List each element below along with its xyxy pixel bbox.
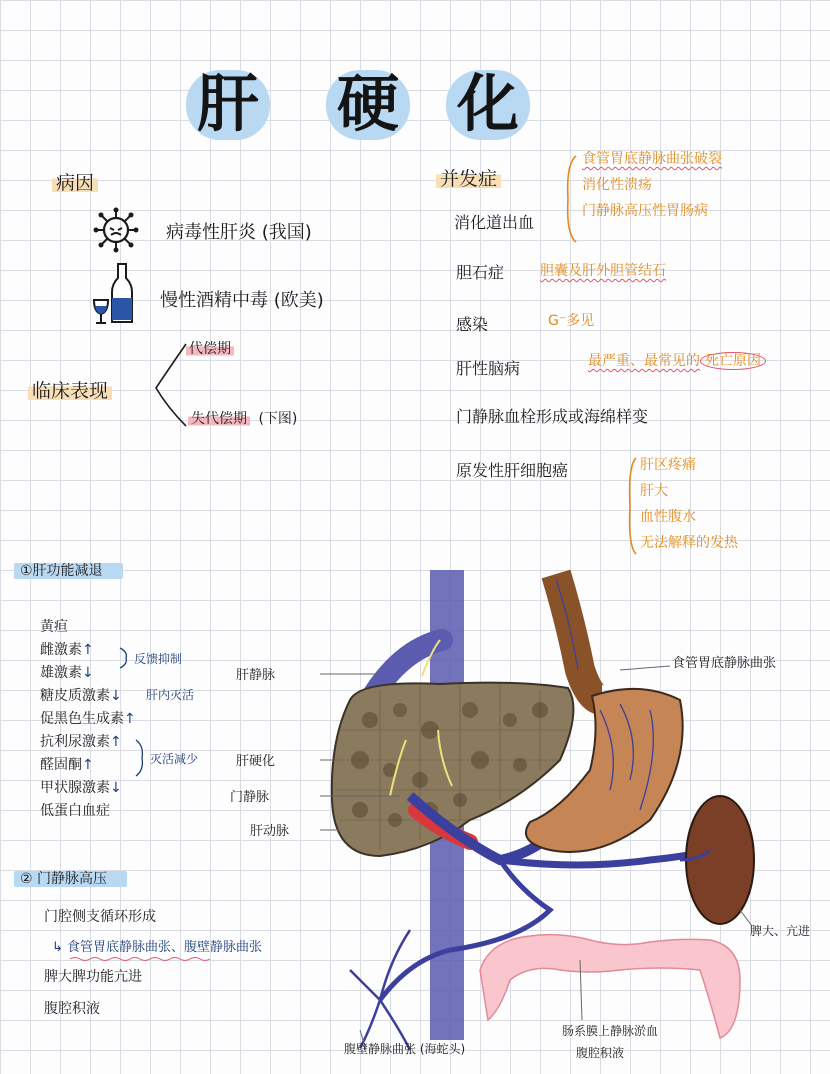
complication-hcc: 原发性肝细胞癌 — [456, 461, 569, 480]
hcc-details — [640, 452, 738, 556]
label-mesenteric-2: 腹腔积液 — [576, 1046, 625, 1060]
liver-sign-4: 糖皮质激素↓ — [40, 688, 122, 704]
complication-hepatic-encephalopathy: 肝性脑病 — [456, 359, 521, 378]
etiology-item-1: 病毒性肝炎 (我国) — [166, 222, 312, 243]
note-reduced: 灭活减少 — [150, 752, 199, 766]
liver-sign-3: 雄激素↓ — [40, 665, 94, 681]
label-cirrhosis: 肝硬化 — [236, 754, 276, 769]
complication-portal-thrombosis: 门静脉血栓形成或海绵样变 — [456, 407, 649, 426]
complication-gi-bleeding: 消化道出血 — [454, 213, 535, 232]
section1-brace-2 — [134, 738, 148, 778]
complication-brace-2 — [624, 456, 640, 556]
complications-heading: 并发症 — [436, 164, 501, 191]
etiology-heading: 病因 — [52, 168, 98, 195]
section2-item-1: 门腔侧支循环形成 — [44, 909, 156, 925]
hcc-detail-3: 血性腹水 — [640, 509, 696, 525]
section2-item-3: 腹腔积液 — [44, 1001, 100, 1017]
cholelithiasis-detail: 胆囊及肝外胆管结石 — [540, 263, 666, 279]
complication-infection: 感染 — [456, 315, 489, 334]
note-feedback: 反馈抑制 — [134, 652, 183, 666]
liver-sign-6: 抗利尿激素↑ — [40, 734, 122, 750]
spleen — [686, 796, 754, 924]
virus-icon — [92, 206, 140, 254]
section1-heading: ①肝功能减退 — [14, 560, 123, 580]
clinical-heading: 临床表现 — [28, 376, 112, 403]
page-title-char-2: 硬 — [336, 67, 399, 140]
label-abdominal-wall: 腹壁静脉曲张 (海蛇头) — [344, 1042, 466, 1056]
complication-cholelithiasis: 胆石症 — [456, 263, 505, 282]
hcc-detail-1: 肝区疼痛 — [640, 457, 696, 473]
liver-sign-9: 低蛋白血症 — [40, 803, 110, 819]
gi-detail-1: 食管胃底静脉曲张破裂 — [582, 151, 722, 167]
page-title-char-1: 肝 — [196, 67, 259, 140]
section1-brace-1 — [118, 646, 132, 670]
section2-sub-underline — [70, 956, 210, 962]
liver-sign-7: 醛固酮↑ — [40, 757, 94, 773]
anatomy-diagram — [320, 560, 800, 1060]
clinical-branch-compensated: 代偿期 — [186, 338, 234, 358]
label-esophageal-varices: 食管胃底静脉曲张 — [672, 656, 777, 671]
label-splenomegaly: 脾大、亢进 — [750, 924, 811, 938]
alcohol-bottle-icon — [92, 262, 136, 326]
label-hepatic-artery: 肝动脉 — [250, 824, 290, 839]
gi-detail-3: 门静脉高压性胃肠病 — [582, 203, 708, 219]
complication-brace-1 — [560, 154, 580, 244]
label-hepatic-vein: 肝静脉 — [236, 668, 276, 683]
label-portal-vein: 门静脉 — [230, 790, 270, 805]
mesenteric-vein — [380, 860, 550, 1000]
gi-bleeding-details — [582, 146, 722, 224]
label-mesenteric-1: 肠系膜上静脉淤血 — [562, 1024, 659, 1038]
section2-sub: ↳ 食管胃底静脉曲张、腹壁静脉曲张 — [52, 940, 263, 955]
abdominal-wall-veins — [350, 930, 410, 1050]
page-title-char-3: 化 — [456, 67, 519, 140]
clinical-brace — [150, 340, 190, 430]
note-inactivation: 肝内灭活 — [146, 688, 195, 702]
liver-sign-1: 黄疸 — [40, 619, 68, 635]
infection-detail: G⁻多见 — [548, 313, 595, 329]
hcc-detail-2: 肝大 — [640, 483, 668, 499]
esophagus — [556, 574, 602, 700]
hcc-detail-4: 无法解释的发热 — [640, 535, 738, 551]
section2-item-2: 脾大脾功能亢进 — [44, 969, 142, 985]
liver-sign-2: 雌激素↑ — [40, 642, 94, 658]
encephalopathy-detail: 最严重、最常见的 死亡原因 — [588, 350, 766, 370]
liver-sign-5: 促黑色生成素↑ — [40, 711, 136, 727]
liver-sign-8: 甲状腺激素↓ — [40, 780, 122, 796]
etiology-item-2: 慢性酒精中毒 (欧美) — [160, 290, 324, 311]
clinical-branch-decompensated: 失代偿期 (下图) — [188, 408, 297, 428]
section2-heading: ② 门静脉高压 — [14, 868, 127, 888]
gi-detail-2: 消化性溃疡 — [582, 177, 652, 193]
